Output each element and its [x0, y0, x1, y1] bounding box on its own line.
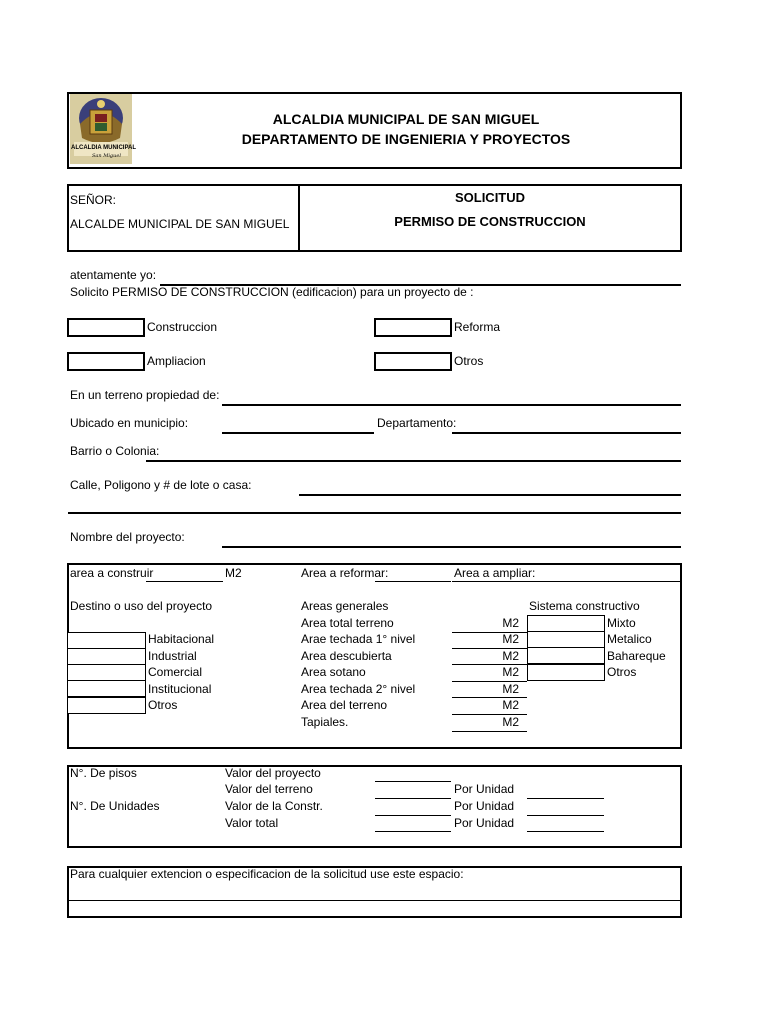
calle-line-2[interactable]: [68, 512, 681, 514]
generales-item: Tapiales.: [301, 715, 349, 729]
calle-line[interactable]: [299, 494, 681, 496]
unidades-label: N°. De Unidades: [70, 799, 160, 813]
greeting-label: SEÑOR:: [70, 193, 117, 207]
sistema-item: Otros: [607, 665, 637, 679]
destino-item: Otros: [148, 698, 178, 712]
calle-label: Calle, Poligono y # de lote o casa:: [70, 478, 252, 492]
construccion-label: Construccion: [147, 320, 218, 334]
barrio-line[interactable]: [146, 460, 681, 462]
area-ampliar-label: Area a ampliar:: [454, 566, 536, 580]
area-value-line[interactable]: [452, 681, 527, 682]
valor-constr-label: Valor de la Constr.: [225, 799, 323, 813]
valor-total-label: Valor total: [225, 816, 279, 830]
area-value-line[interactable]: [452, 632, 527, 633]
destino-item: Institucional: [148, 682, 212, 696]
generales-item: Area sotano: [301, 665, 366, 679]
por-unidad-line[interactable]: [527, 798, 604, 799]
area-m2-unit: M2: [502, 665, 519, 679]
sistema-checkbox[interactable]: [527, 664, 605, 681]
area-construir-unit: M2: [225, 566, 242, 580]
ampliacion-label: Ampliacion: [147, 354, 206, 368]
ampliacion-checkbox[interactable]: [67, 352, 145, 371]
departamento-label: Departamento:: [377, 416, 457, 430]
area-reformar-line[interactable]: [375, 581, 451, 582]
doc-subject: PERMISO DE CONSTRUCCION: [394, 214, 586, 229]
area-m2-unit: M2: [502, 649, 519, 663]
intro-line2: Solicito PERMISO DE CONSTRUCCION (edificacion) para un proyecto de :: [70, 285, 474, 299]
destino-checkbox[interactable]: [67, 697, 146, 714]
por-unidad-label: Por Unidad: [454, 816, 515, 830]
reforma-label: Reforma: [454, 320, 501, 334]
generales-item: Area del terreno: [301, 698, 388, 712]
generales-header: Areas generales: [301, 599, 389, 613]
valor-proyecto-label: Valor del proyecto: [225, 766, 321, 780]
notes-input-line[interactable]: [68, 900, 681, 901]
valor-constr-line[interactable]: [375, 815, 451, 816]
por-unidad-label: Por Unidad: [454, 782, 515, 796]
area-m2-unit: M2: [502, 616, 519, 630]
generales-item: Area total terreno: [301, 616, 394, 630]
destino-checkbox[interactable]: [67, 664, 146, 681]
nombre-proyecto-label: Nombre del proyecto:: [70, 530, 185, 544]
area-ampliar-line[interactable]: [452, 581, 681, 582]
logo-text: ALCALDIA MUNICIPAL: [71, 145, 136, 151]
barrio-label: Barrio o Colonia:: [70, 444, 160, 458]
destino-item: Industrial: [148, 649, 197, 663]
valor-terreno-line[interactable]: [375, 798, 451, 799]
generales-item: Area techada 2° nivel: [301, 682, 416, 696]
destino-checkbox[interactable]: [67, 648, 146, 665]
sistema-checkbox[interactable]: [527, 615, 605, 632]
propietario-line[interactable]: [222, 404, 681, 406]
valor-terreno-label: Valor del terreno: [225, 782, 313, 796]
area-m2-unit: M2: [502, 632, 519, 646]
destino-checkbox[interactable]: [67, 680, 146, 697]
area-value-line[interactable]: [452, 648, 527, 649]
destino-item: Comercial: [148, 665, 203, 679]
por-unidad-line[interactable]: [527, 815, 604, 816]
generales-item: Area descubierta: [301, 649, 392, 663]
generales-item: Arae techada 1° nivel: [301, 632, 416, 646]
por-unidad-label: Por Unidad: [454, 799, 515, 813]
sistema-checkbox[interactable]: [527, 647, 605, 664]
area-value-line[interactable]: [452, 664, 527, 665]
propietario-label: En un terreno propiedad de:: [70, 388, 220, 402]
page-subtitle: DEPARTAMENTO DE INGENIERIA Y PROYECTOS: [241, 131, 571, 147]
sistema-item: Metalico: [607, 632, 652, 646]
valor-proyecto-line[interactable]: [375, 781, 451, 782]
sistema-item: Bahareque: [607, 649, 666, 663]
sistema-item: Mixto: [607, 616, 636, 630]
area-value-line[interactable]: [452, 714, 527, 715]
construccion-checkbox[interactable]: [67, 318, 145, 337]
intro-line1: atentamente yo:: [70, 268, 157, 282]
area-construir-label: area a construir: [70, 566, 154, 580]
area-m2-unit: M2: [502, 698, 519, 712]
departamento-line[interactable]: [452, 432, 681, 434]
municipio-label: Ubicado en municipio:: [70, 416, 189, 430]
area-construir-line[interactable]: [146, 581, 223, 582]
otros-label: Otros: [454, 354, 484, 368]
page-title: ALCALDIA MUNICIPAL DE SAN MIGUEL: [272, 111, 540, 127]
area-m2-unit: M2: [502, 682, 519, 696]
area-m2-unit: M2: [502, 715, 519, 729]
notes-label: Para cualquier extencion o especificacion de la solicitud use este espacio:: [70, 867, 464, 881]
area-value-line[interactable]: [452, 697, 527, 698]
destino-header: Destino o uso del proyecto: [70, 599, 213, 613]
recipient-name: ALCALDE MUNICIPAL DE SAN MIGUEL: [70, 217, 290, 231]
otros-checkbox[interactable]: [374, 352, 452, 371]
por-unidad-line[interactable]: [527, 831, 604, 832]
area-reformar-label: Area a reformar:: [301, 566, 389, 580]
doc-type: SOLICITUD: [454, 190, 526, 205]
nombre-proyecto-line[interactable]: [222, 546, 681, 548]
sistema-header: Sistema constructivo: [529, 599, 640, 613]
area-value-line[interactable]: [452, 731, 527, 732]
logo-subtext: San Miguel: [92, 153, 121, 159]
sistema-checkbox[interactable]: [527, 631, 605, 648]
destino-item: Habitacional: [148, 632, 215, 646]
pisos-label: N°. De pisos: [70, 766, 137, 780]
reforma-checkbox[interactable]: [374, 318, 452, 337]
municipio-line[interactable]: [222, 432, 374, 434]
destino-checkbox[interactable]: [67, 632, 146, 649]
valor-total-line[interactable]: [375, 831, 451, 832]
